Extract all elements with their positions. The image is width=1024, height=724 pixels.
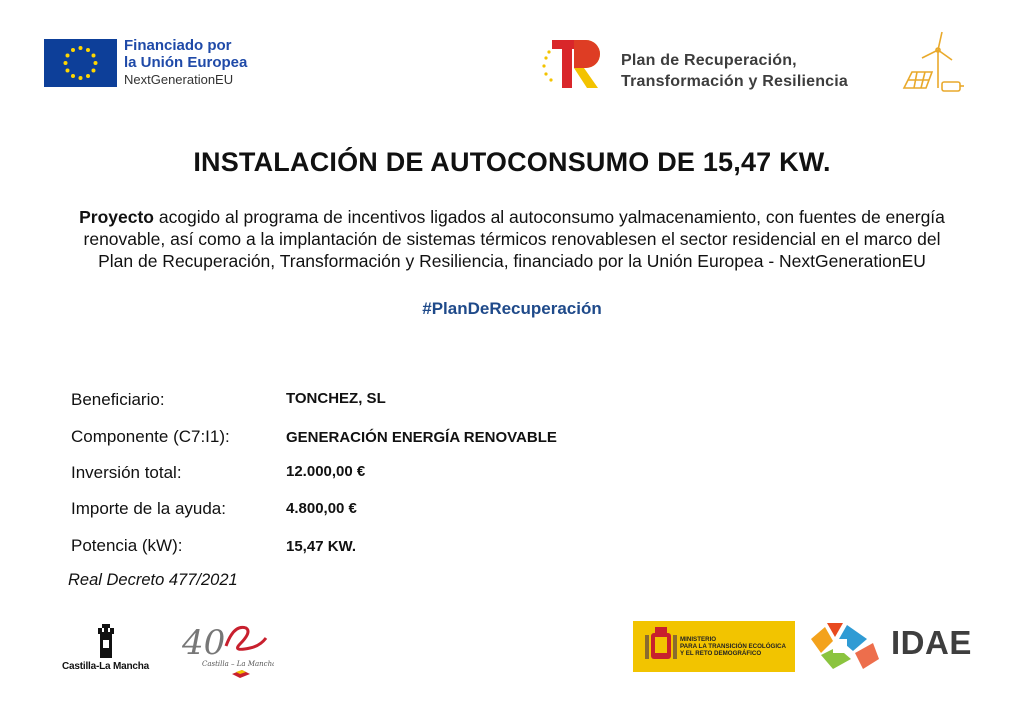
eu-star-icon: [86, 74, 90, 78]
forty-numeral: 40: [182, 623, 226, 663]
detail-label-beneficiario: Beneficiario:: [71, 390, 165, 409]
detail-value-inversion: 12.000,00 €: [286, 463, 366, 480]
detail-value-potencia: 15,47 KW.: [286, 538, 357, 555]
eu-star-icon: [66, 54, 70, 58]
forty-anniversary-logo-icon: [182, 616, 274, 680]
eu-flag-icon: [44, 39, 117, 87]
page-title: INSTALACIÓN DE AUTOCONSUMO DE 15,47 KW.: [193, 147, 831, 177]
detail-value-beneficiario: TONCHEZ, SL: [286, 390, 386, 407]
eu-star-icon: [91, 54, 95, 58]
eu-star-icon: [66, 69, 70, 73]
eu-star-icon: [94, 61, 98, 65]
prtr-text: [621, 50, 848, 92]
eu-star-icon: [79, 76, 83, 80]
eu-line-3: NextGenerationEU: [124, 72, 234, 87]
wind-turbine-solar-panel-icon: [898, 30, 968, 96]
eu-star-icon: [64, 61, 68, 65]
description-line-1: [60, 206, 964, 228]
eu-star-icon: [86, 48, 90, 52]
eu-star-icon: [71, 74, 75, 78]
hashtag: #PlanDeRecuperación: [422, 299, 602, 318]
ministry-line-3: Y EL RETO DEMOGRÁFICO: [680, 650, 762, 657]
eu-star-icon: [91, 69, 95, 73]
decree-reference: Real Decreto 477/2021: [68, 571, 238, 589]
description-line-2: renovable, así como a la implantación de sistemas térmicos renovablesen el sector residencial en el marco del: [83, 229, 941, 249]
ministry-line-2: PARA LA TRANSICIÓN ECOLÓGICA: [680, 643, 786, 650]
eu-funding-text: [124, 37, 247, 88]
eu-line-1: Financiado por: [124, 37, 232, 54]
description-line-1-text: acogido al programa de incentivos ligados al autoconsumo yalmacenamiento, con fuentes de energía: [153, 207, 945, 227]
castilla-la-mancha-label: Castilla-La Mancha: [62, 661, 149, 672]
ministry-text: [680, 636, 786, 657]
ministry-line-1: MINISTERIO: [680, 636, 717, 643]
prtr-line-1: Plan de Recuperación,: [621, 52, 797, 69]
forty-subtitle: Castilla – La Mancha: [202, 660, 274, 668]
project-description: [60, 206, 964, 272]
prtr-logo-icon: [540, 36, 606, 92]
idae-wordmark: IDAE: [891, 624, 972, 661]
description-lead: Proyecto: [79, 207, 154, 227]
eu-line-2: la Unión Europea: [124, 54, 248, 71]
description-line-3: Plan de Recuperación, Transformación y Resiliencia, financiado por la Unión Europea - NextGenerationEU: [98, 251, 926, 271]
detail-label-componente: Componente (C7:I1):: [71, 427, 230, 446]
eu-star-icon: [71, 48, 75, 52]
prtr-line-2: Transformación y Resiliencia: [621, 73, 849, 90]
detail-label-inversion: Inversión total:: [71, 463, 182, 482]
detail-label-potencia: Potencia (kW):: [71, 536, 183, 555]
eu-star-icon: [79, 46, 83, 50]
detail-value-componente: GENERACIÓN ENERGÍA RENOVABLE: [286, 429, 557, 446]
detail-label-ayuda: Importe de la ayuda:: [71, 499, 226, 518]
detail-value-ayuda: 4.800,00 €: [286, 500, 357, 517]
idae-logo-icon: [807, 619, 887, 673]
